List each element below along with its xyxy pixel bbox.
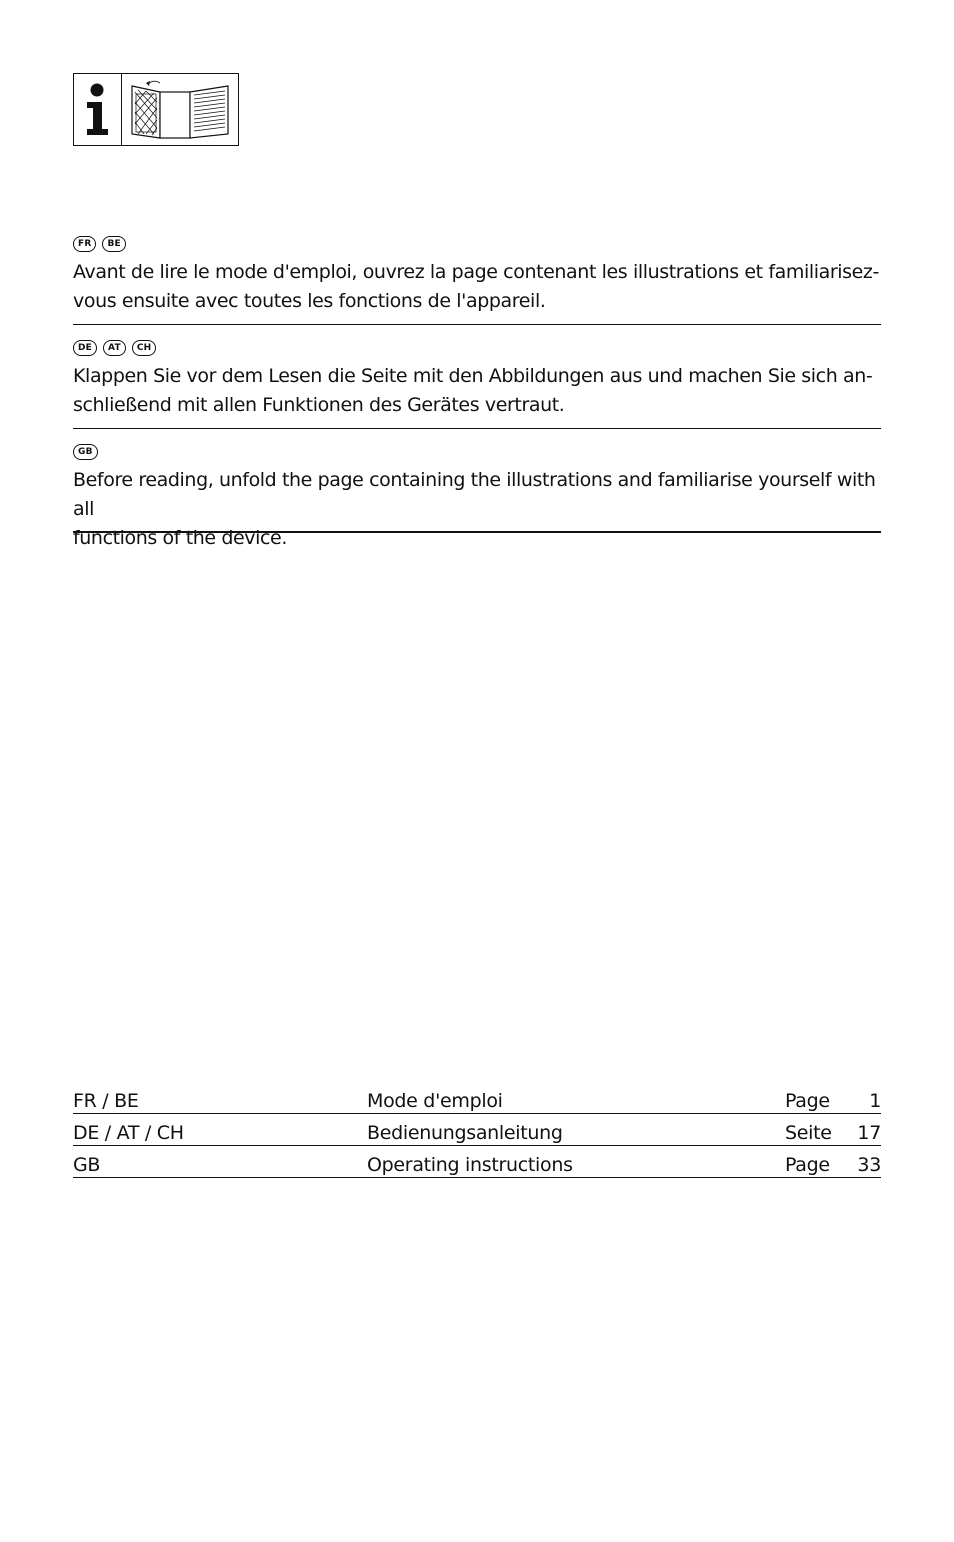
country-flags [73, 340, 881, 356]
country-badge-de: DE [73, 340, 97, 356]
manual-title: Mode d'emploi [367, 1090, 503, 1112]
language-index-table [73, 1082, 881, 1178]
country-badge-gb: GB [73, 444, 98, 460]
manual-title: Bedienungsanleitung [367, 1122, 563, 1144]
section-gb [73, 444, 881, 553]
country-badge-at: AT [103, 340, 126, 356]
language-code: DE / AT / CH [73, 1122, 184, 1144]
page-label: Page [785, 1154, 830, 1176]
language-code: GB [73, 1154, 101, 1176]
divider [73, 531, 881, 533]
section-de-at-ch [73, 340, 881, 420]
page-label: Page [785, 1090, 830, 1112]
table-row[interactable] [73, 1146, 881, 1178]
country-badge-ch: CH [132, 340, 157, 356]
unfold-page-icon [122, 74, 238, 145]
header-icon-box [73, 73, 239, 146]
country-flags [73, 236, 881, 252]
divider [73, 324, 881, 325]
divider [73, 428, 881, 429]
table-row[interactable] [73, 1082, 881, 1114]
instruction-text-gb: Before reading, unfold the page containing the illustrations and familiarise yourself with all functions of the device. [73, 469, 876, 549]
instruction-text-fr: Avant de lire le mode d'emploi, ouvrez la page contenant les illustrations et familiarisez- vous ensuite avec toutes les fonctions de l'appareil. [73, 261, 879, 312]
country-badge-be: BE [102, 236, 125, 252]
country-flags [73, 444, 881, 460]
table-row[interactable] [73, 1114, 881, 1146]
page-number: 1 [869, 1090, 881, 1112]
page-label: Seite [785, 1122, 832, 1144]
language-code: FR / BE [73, 1090, 139, 1112]
manual-title: Operating instructions [367, 1154, 573, 1176]
page-number: 33 [857, 1154, 881, 1176]
info-icon [74, 74, 122, 145]
instruction-text-de: Klappen Sie vor dem Lesen die Seite mit den Abbildungen aus und machen Sie sich an- schließend mit allen Funktionen des Gerätes vertraut. [73, 365, 873, 416]
country-badge-fr: FR [73, 236, 96, 252]
page-number: 17 [857, 1122, 881, 1144]
section-fr-be [73, 236, 881, 316]
